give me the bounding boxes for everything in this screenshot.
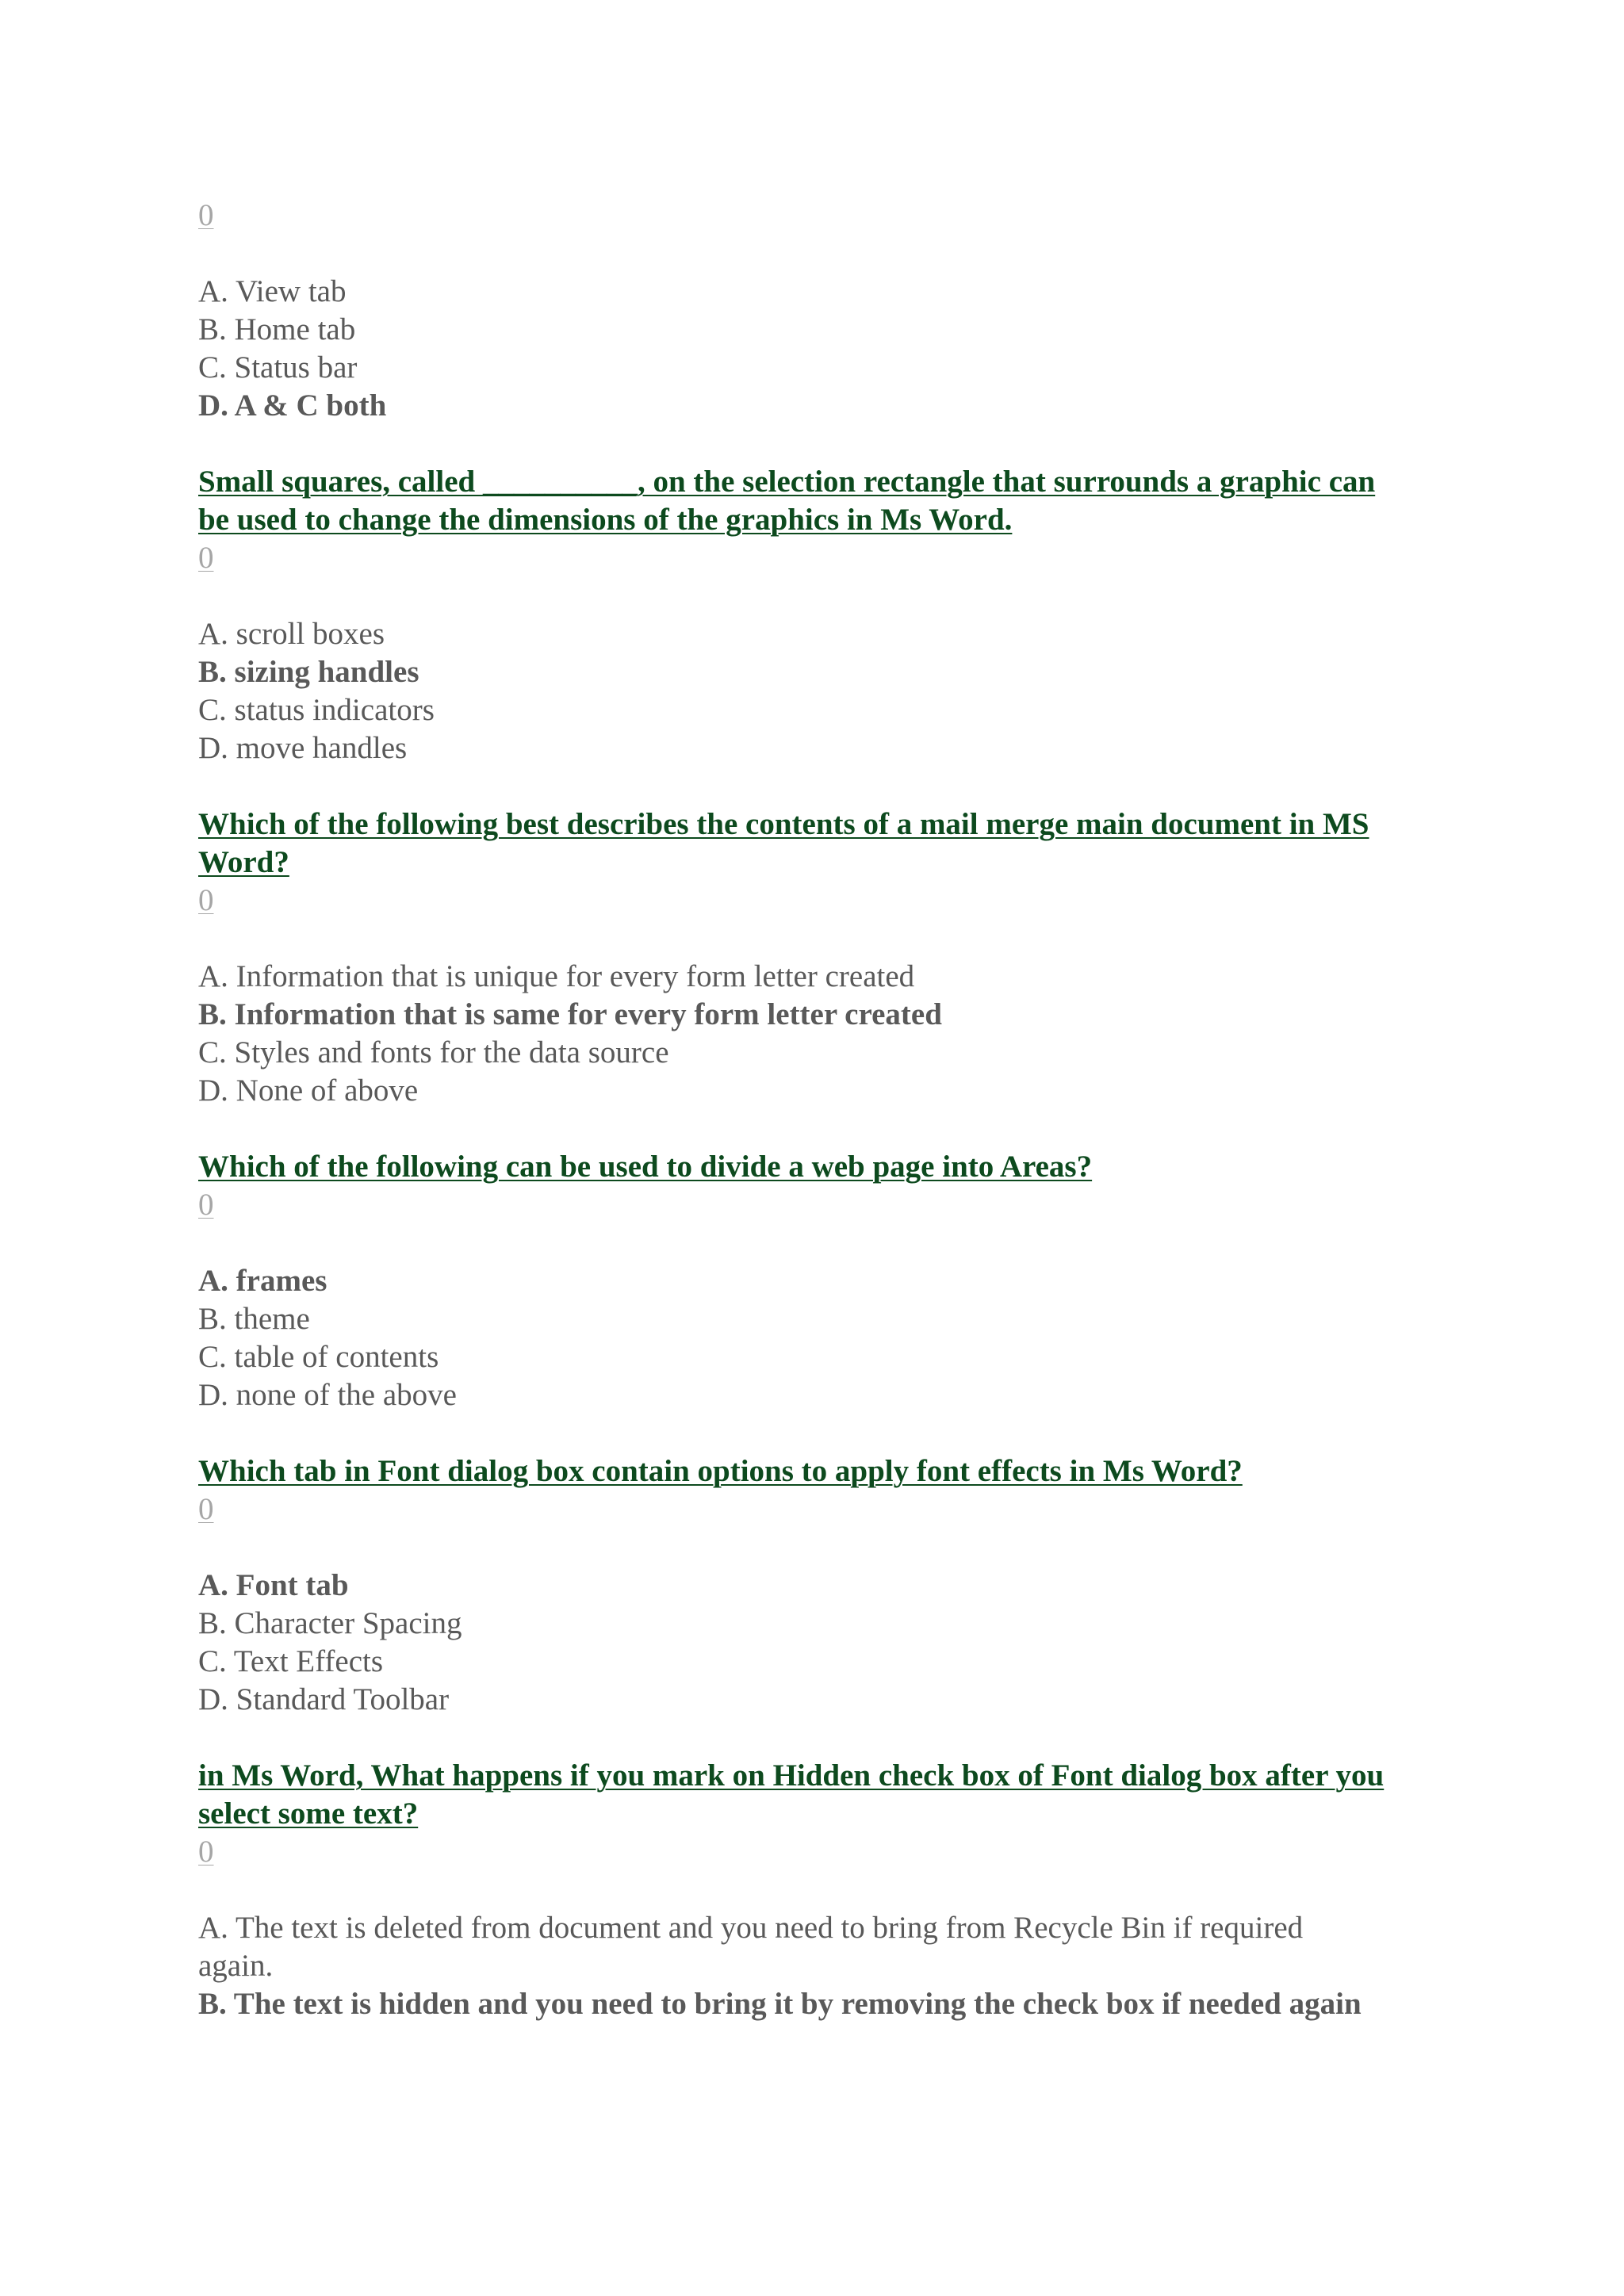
question-block xyxy=(198,463,1435,806)
vote-count-link[interactable]: 0 xyxy=(198,1492,214,1526)
question-block xyxy=(198,1148,1435,1452)
option-item: B. theme xyxy=(198,1302,310,1336)
question-link[interactable]: Which of the following best describes the contents of a mail merge main document in MS Word? xyxy=(198,807,1369,879)
option-item: C. status indicators xyxy=(198,693,435,727)
option-item: A. Information that is unique for every form letter created xyxy=(198,959,915,993)
question-link[interactable]: Which of the following can be used to divide a web page into Areas? xyxy=(198,1150,1093,1184)
option-item: B. Character Spacing xyxy=(198,1606,462,1640)
question-block xyxy=(198,1757,1435,2023)
option-item-correct: B. sizing handles xyxy=(198,655,419,689)
question-link[interactable]: in Ms Word, What happens if you mark on Hidden check box of Font dialog box after you select some text? xyxy=(198,1758,1385,1831)
option-item: D. Standard Toolbar xyxy=(198,1682,450,1716)
option-item-correct: B. Information that is same for every form letter created xyxy=(198,997,942,1031)
option-item-correct: A. Font tab xyxy=(198,1568,349,1602)
option-item-correct: A. frames xyxy=(198,1264,327,1298)
vote-count-link[interactable]: 0 xyxy=(198,541,214,575)
option-item: A. The text is deleted from document and you need to bring from Recycle Bin if required again. xyxy=(198,1911,1304,1983)
vote-count-link[interactable]: 0 xyxy=(198,1188,214,1222)
option-item: C. table of contents xyxy=(198,1340,439,1374)
question-block xyxy=(198,1452,1435,1757)
option-item-correct: D. A & C both xyxy=(198,388,387,423)
option-item: C. Status bar xyxy=(198,350,358,385)
vote-count-link[interactable]: 0 xyxy=(198,1835,214,1869)
option-item: C. Text Effects xyxy=(198,1644,384,1678)
vote-count-link[interactable]: 0 xyxy=(198,198,214,232)
top-block xyxy=(198,197,1435,463)
option-item: C. Styles and fonts for the data source xyxy=(198,1035,669,1070)
option-item: B. Home tab xyxy=(198,312,356,346)
option-item: D. None of above xyxy=(198,1073,419,1108)
option-item: D. none of the above xyxy=(198,1378,457,1412)
option-item: A. scroll boxes xyxy=(198,617,385,651)
question-block xyxy=(198,806,1435,1148)
quiz-page xyxy=(198,197,1435,2023)
vote-count-link[interactable]: 0 xyxy=(198,883,214,917)
option-item-correct: B. The text is hidden and you need to bring it by removing the check box if needed again xyxy=(198,1987,1362,2021)
question-link[interactable]: Which tab in Font dialog box contain options to apply font effects in Ms Word? xyxy=(198,1454,1243,1488)
option-item: A. View tab xyxy=(198,274,347,308)
option-item: D. move handles xyxy=(198,731,408,765)
question-link[interactable]: Small squares, called __________, on the selection rectangle that surrounds a graphic can be used to change the dimensions of the graphics in Ms Word. xyxy=(198,465,1376,537)
